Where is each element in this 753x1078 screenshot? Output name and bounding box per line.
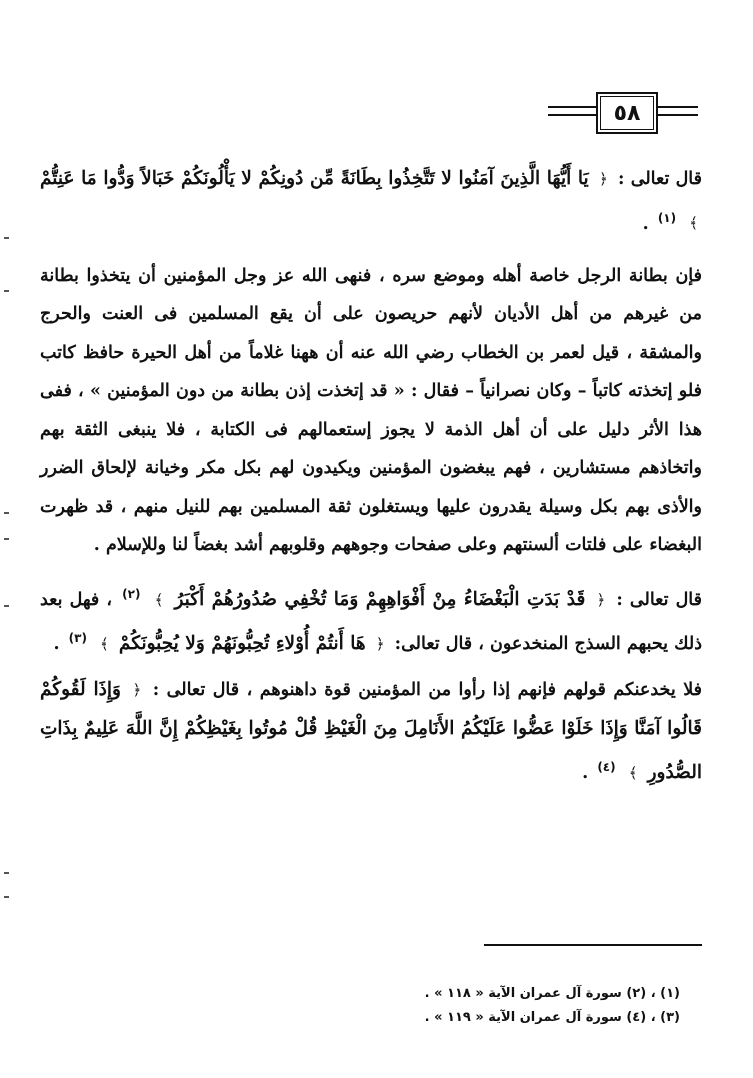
ornament-close-icon: ﴾ xyxy=(689,214,698,233)
ornament-open-icon: ﴿ xyxy=(598,170,608,188)
scan-mark xyxy=(4,896,9,898)
page-body xyxy=(40,160,702,793)
sentence-end: . xyxy=(642,213,649,234)
quote-intro: قال تعالى : xyxy=(616,589,702,610)
paragraph-3 xyxy=(40,575,702,664)
quran-verse: هَا أَنتُمْ أُوْلاءِ تُحِبُّونَهُمْ وَلا يُحِبُّونَكُمْ xyxy=(118,632,366,654)
page-number-header xyxy=(548,92,698,138)
ornament-open-icon: ﴿ xyxy=(132,681,142,700)
paragraph-text: فإن بطانة الرجل خاصة أهله وموضع سره ، فنهى الله عز وجل المؤمنين أن يتخذوا بطانة من غيرهم من أهل الأديان لأنهم حريصون على أن يقع المسلمين فى العنت والحرج والمشقة ، قيل لعمر بن الخطاب رضي الله عنه أن ههنا غلاماً من أهل الحيرة حافظ كاتب فلو إتخذته كاتباً – وكان نصرانياً – فقال : « قد إتخذت إذن بطانة من دون المؤمنين » ، ففى هذا الأثر دليل على أن أهل الذمة لا يجوز إستعمالهم فى الكتابة ، فلا ينبغى الثقة بهم واتخاذهم مستشارين ، فهم يبغضون المؤمنين ويكيدون لهم بكل مكر وخيانة لإلحاق الضرر والأذى بهم بكل وسيلة يقدرون عليها ويستغلون ثقة المسلمين بهم للنيل منهم ، قد ظهرت البغضاء على فلتات ألسنتهم وعلى صفحات وجوههم وقلوبهم أشد بغضاً لنا وللإسلام . xyxy=(40,265,702,556)
footnote-ref: (١) xyxy=(657,210,677,225)
ornament-open-icon: ﴿ xyxy=(375,634,385,653)
ornament-close-icon: ﴾ xyxy=(154,590,164,609)
header-rule-right-top xyxy=(548,106,596,108)
ornament-close-icon: ﴾ xyxy=(628,764,638,783)
header-rule-right-bottom xyxy=(548,114,596,116)
header-rule-left-top xyxy=(658,106,698,108)
scan-mark xyxy=(4,237,9,239)
ornament-close-icon: ﴾ xyxy=(100,634,109,653)
quran-verse: وَإِذَا لَقُوكُمْ قَالُوا آمَنَّا وَإِذَا خَلَوْا عَضُّوا عَلَيْكُمُ الأَنَامِلَ مِنَ الْغَيْظِ قُلْ مُوتُوا بِغَيْظِكُمْ إِنَّ اللَّهَ عَلِيمٌ بِذَاتِ الصُّدُورِ xyxy=(40,679,702,784)
quote-intro: قال تعالى : xyxy=(618,169,703,189)
quran-verse: قَدْ بَدَتِ الْبَغْضَاءُ مِنْ أَفْوَاهِهِمْ وَمَا تُخْفِي صُدُورُهُمْ أَكْبَرُ xyxy=(174,588,586,610)
scan-mark xyxy=(4,290,9,292)
footnote-ref: (٤) xyxy=(597,760,616,775)
footnote-separator xyxy=(484,944,702,946)
paragraph-text: ، فهل بعد ذلك يحبهم السذج المنخدعون ، قال تعالى: xyxy=(40,589,702,654)
footnote-ref: (٢) xyxy=(122,586,141,601)
paragraph-2 xyxy=(40,257,702,565)
header-rule-left-bottom xyxy=(658,114,698,116)
footnotes xyxy=(240,982,680,1030)
scan-mark xyxy=(4,605,9,607)
footnote-line: (٣) ، (٤) سورة آل عمران الآية « ١١٩ » . xyxy=(424,1010,680,1025)
scan-mark xyxy=(4,512,9,514)
footnote-ref: (٣) xyxy=(68,631,87,646)
paragraph-text: فلا يخدعنكم قولهم فإنهم إذا رأوا من المؤمنين قوة داهنوهم ، قال تعالى : xyxy=(152,680,702,701)
scan-mark xyxy=(4,872,9,874)
footnote-line: (١) ، (٢) سورة آل عمران الآية « ١١٨ » . xyxy=(424,986,680,1001)
scan-mark xyxy=(4,538,9,540)
sentence-end: . xyxy=(582,763,589,784)
paragraph-1 xyxy=(40,160,702,243)
paragraph-4 xyxy=(40,671,702,792)
ornament-open-icon: ﴿ xyxy=(596,590,606,609)
page-number: ٥٨ xyxy=(596,92,658,134)
quran-verse: يَا أَيُّهَا الَّذِينَ آمَنُوا لا تَتَّخِذُوا بِطَانَةً مِّن دُونِكُمْ لا يَأْلُونَكُمْ خَبَالاً وَدُّوا مَا عَنِتُّمْ xyxy=(40,168,589,189)
sentence-end: . xyxy=(53,633,60,654)
